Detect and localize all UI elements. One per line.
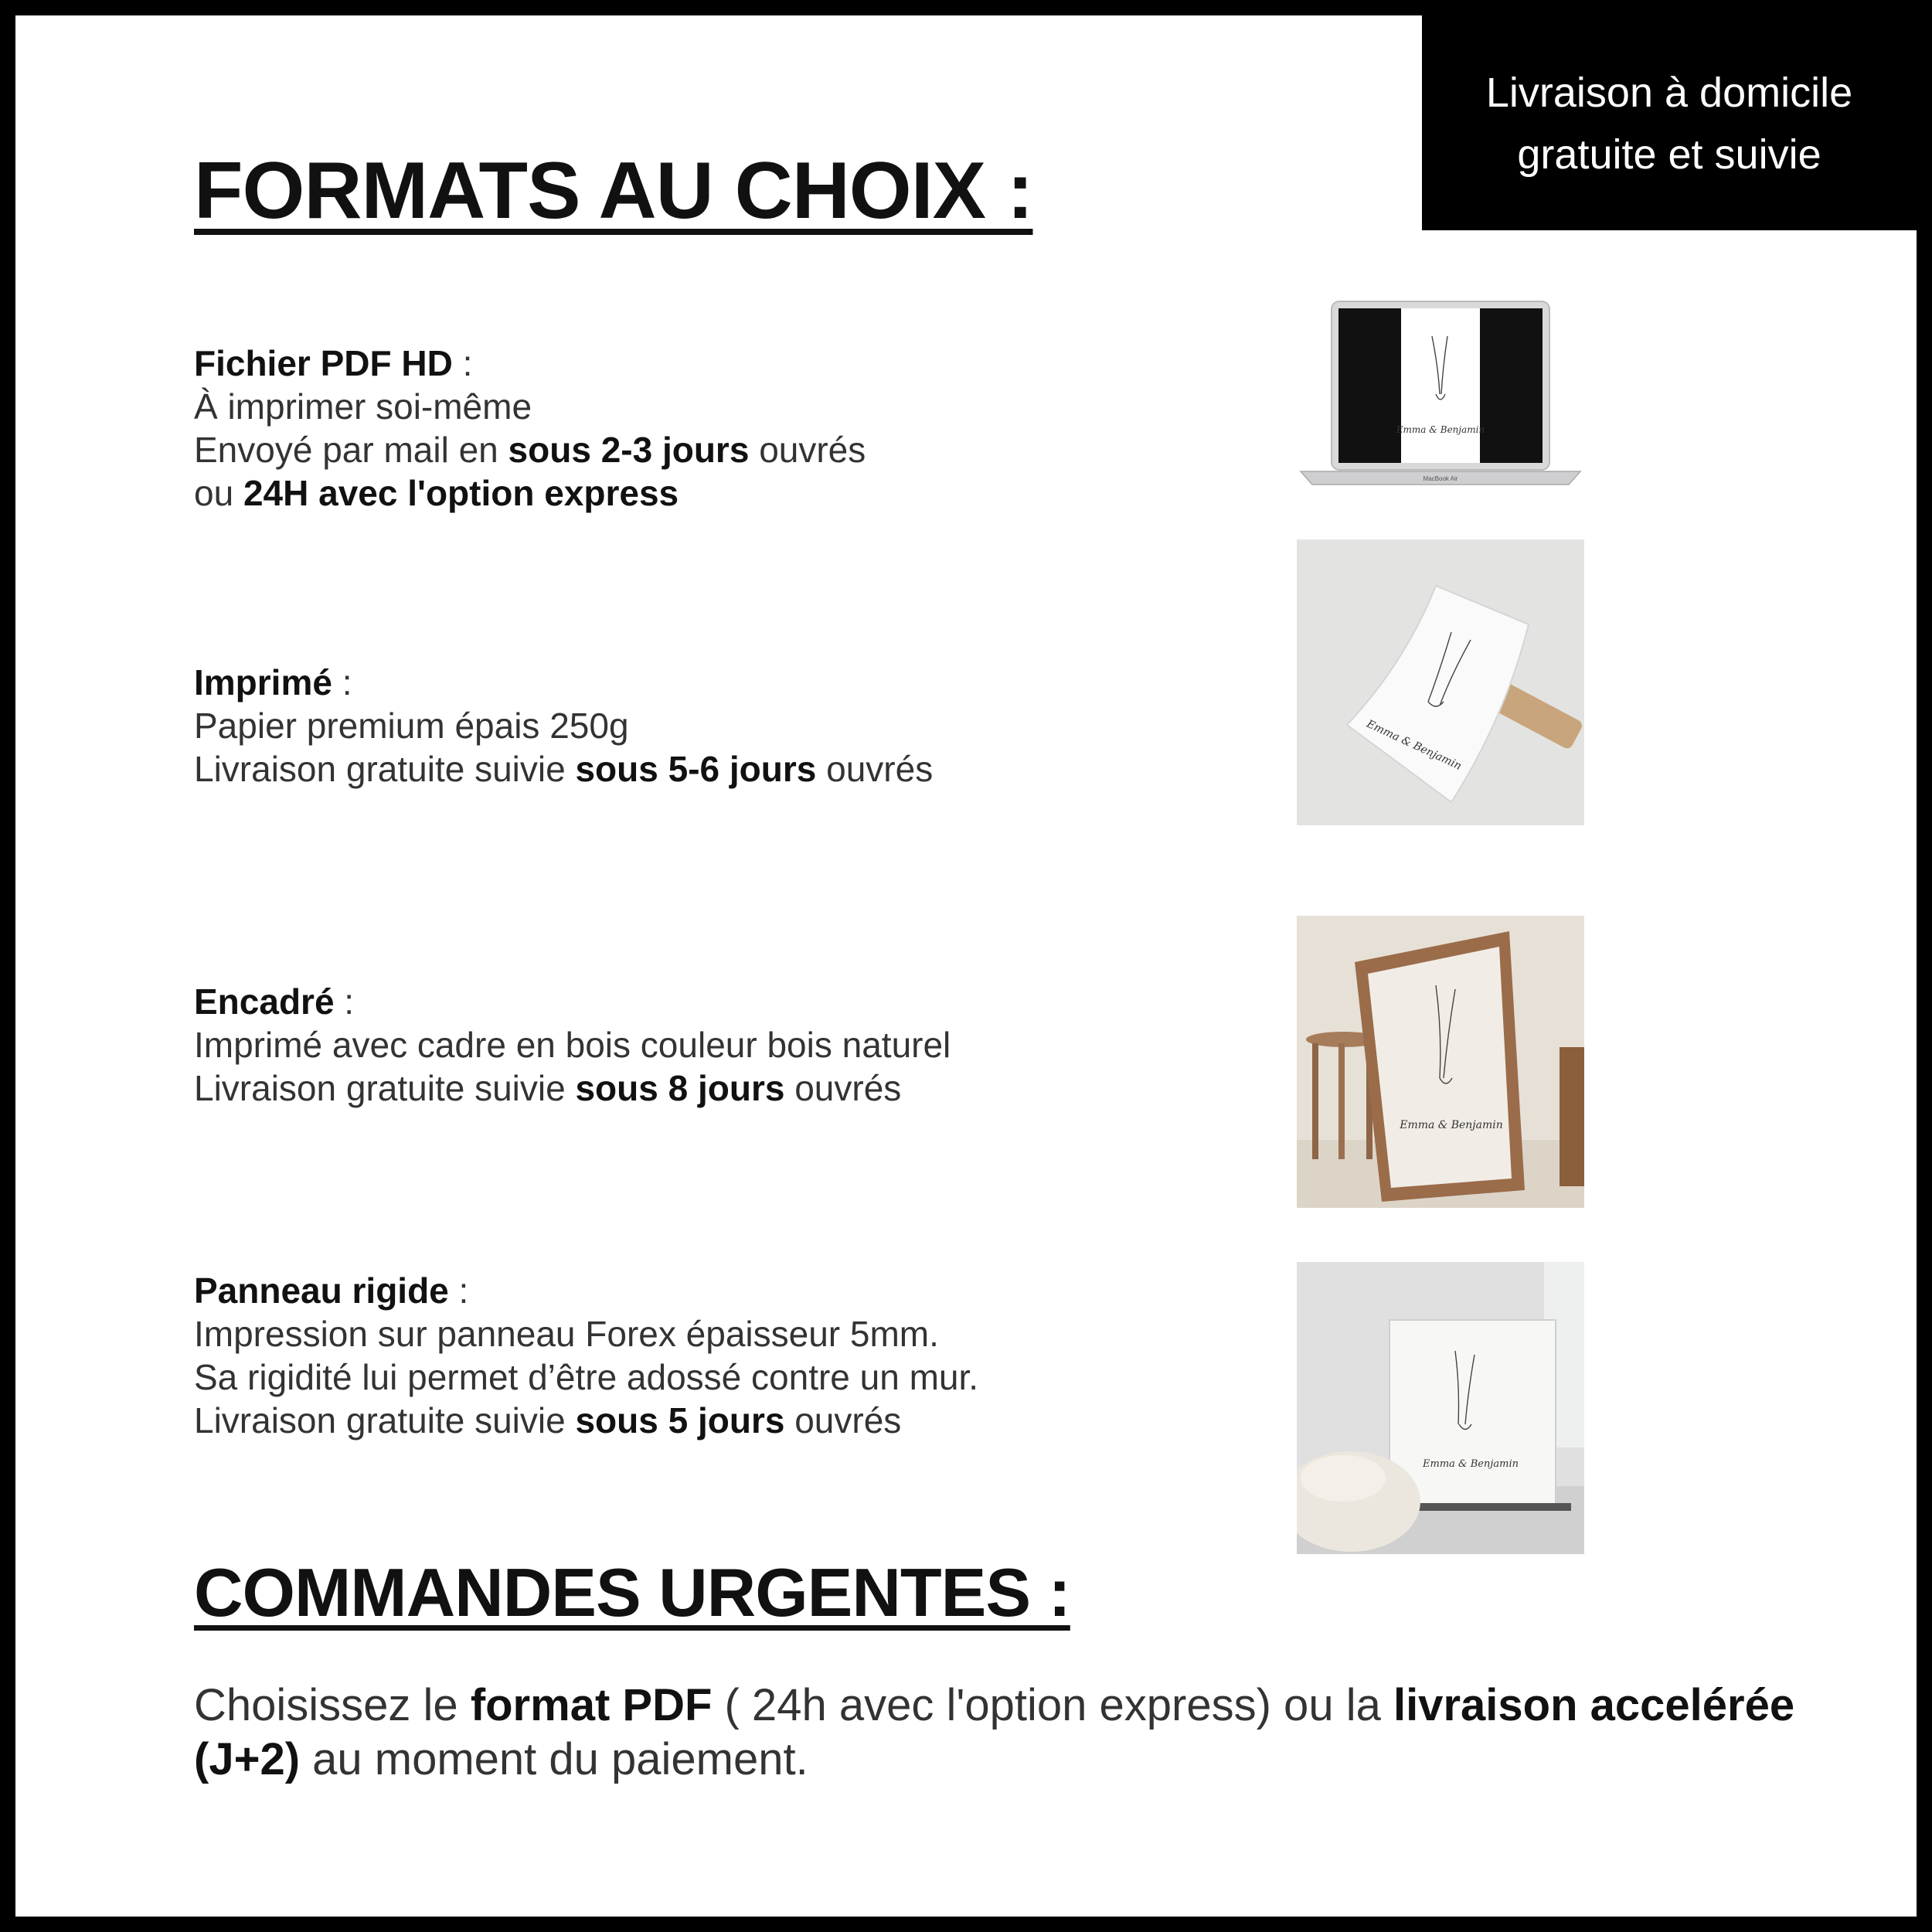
framed-poster-image	[1297, 916, 1584, 1208]
banner-line-2: gratuite et suivie	[1517, 131, 1821, 178]
laptop-mockup-image	[1297, 282, 1584, 514]
printed-poster-image	[1297, 539, 1584, 825]
rigid-panel-image	[1297, 1262, 1584, 1554]
artwork-names: Emma & Benjamin	[1423, 1458, 1519, 1470]
formats-heading: FORMATS AU CHOIX :	[194, 146, 1033, 236]
artwork-names: Emma & Benjamin	[1396, 424, 1485, 435]
artwork-names: Emma & Benjamin	[1364, 717, 1464, 773]
laptop-label: MacBook Air	[1423, 475, 1458, 482]
section-title: Encadré	[194, 981, 335, 1022]
section-pdf: Fichier PDF HD : À imprimer soi-même Envoyé par mail en sous 2-3 jours ouvrés ou 24H avec l'option express	[194, 343, 866, 513]
urgent-heading: COMMANDES URGENTES :	[194, 1554, 1070, 1631]
section-imprime: Imprimé : Papier premium épais 250g Livraison gratuite suivie sous 5-6 jours ouvrés	[194, 662, 934, 789]
artwork-names: Emma & Benjamin	[1400, 1119, 1503, 1131]
section-title: Panneau rigide	[194, 1270, 449, 1311]
section-encadre: Encadré : Imprimé avec cadre en bois couleur bois naturel Livraison gratuite suivie sous 8 jours ouvrés	[194, 981, 951, 1108]
free-delivery-banner	[1422, 15, 1917, 230]
section-title: Fichier PDF HD	[194, 343, 453, 383]
banner-line-1: Livraison à domicile	[1485, 70, 1853, 116]
section-panneau: Panneau rigide : Impression sur panneau Forex épaisseur 5mm. Sa rigidité lui permet d’être adossé contre un mur. Livraison gratuite suivie sous 5 jours ouvrés	[194, 1270, 979, 1440]
urgent-text: Choisissez le format PDF ( 24h avec l'option express) ou la livraison accelérée (J+2) au moment du paiement.	[194, 1680, 1795, 1784]
section-title: Imprimé	[194, 662, 332, 702]
page	[15, 15, 1917, 1917]
